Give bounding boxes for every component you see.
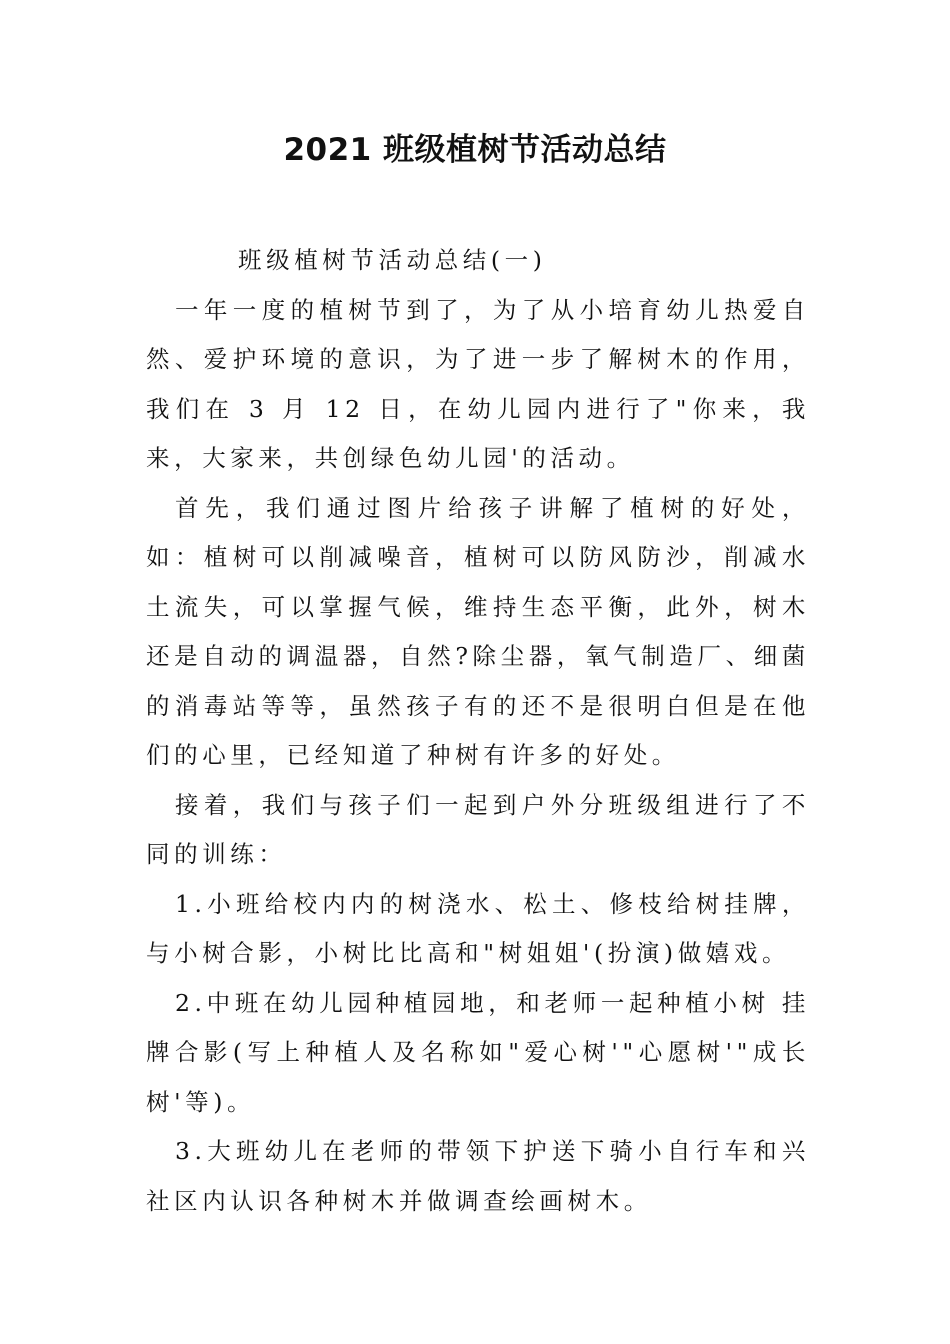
paragraph: 首先，我们通过图片给孩子讲解了植树的好处，如：植树可以削减噪音，植树可以防风防沙，削减水土流失，可以掌握气候，维持生态平衡，此外，树木还是自动的调温器，自然?除尘器，氧气制造厂、细菌的消毒站等等，虽然孩子有的还不是很明白但是在他们的心里，已经知道了种树有许多的好处。 bbox=[146, 493, 810, 769]
list-item: 1.小班给校内内的树浇水、松土、修枝给树挂牌，与小树合影，小树比比高和"树姐姐'(扮演)做嬉戏。 bbox=[146, 889, 810, 967]
paragraph: 接着，我们与孩子们一起到户外分班级组进行了不同的训练： bbox=[146, 790, 810, 868]
section-subtitle: 班级植树节活动总结(一) bbox=[238, 246, 547, 274]
paragraph: 一年一度的植树节到了，为了从小培育幼儿热爱自然、爱护环境的意识，为了进一步了解树木的作用，我们在 3 月 12 日，在幼儿园内进行了"你来，我来，大家来，共创绿色幼儿园'的活动。 bbox=[146, 295, 810, 472]
document-title: 2021 班级植树节活动总结 bbox=[283, 132, 667, 168]
list-item: 3.大班幼儿在老师的带领下护送下骑小自行车和兴社区内认识各种树木并做调查绘画树木。 bbox=[146, 1137, 810, 1215]
document-body bbox=[146, 236, 810, 1226]
list-item: 2.中班在幼儿园种植园地，和老师一起种植小树 挂牌合影(写上种植人及名称如"爱心树'"心愿树'"成长树'等)。 bbox=[146, 988, 810, 1116]
